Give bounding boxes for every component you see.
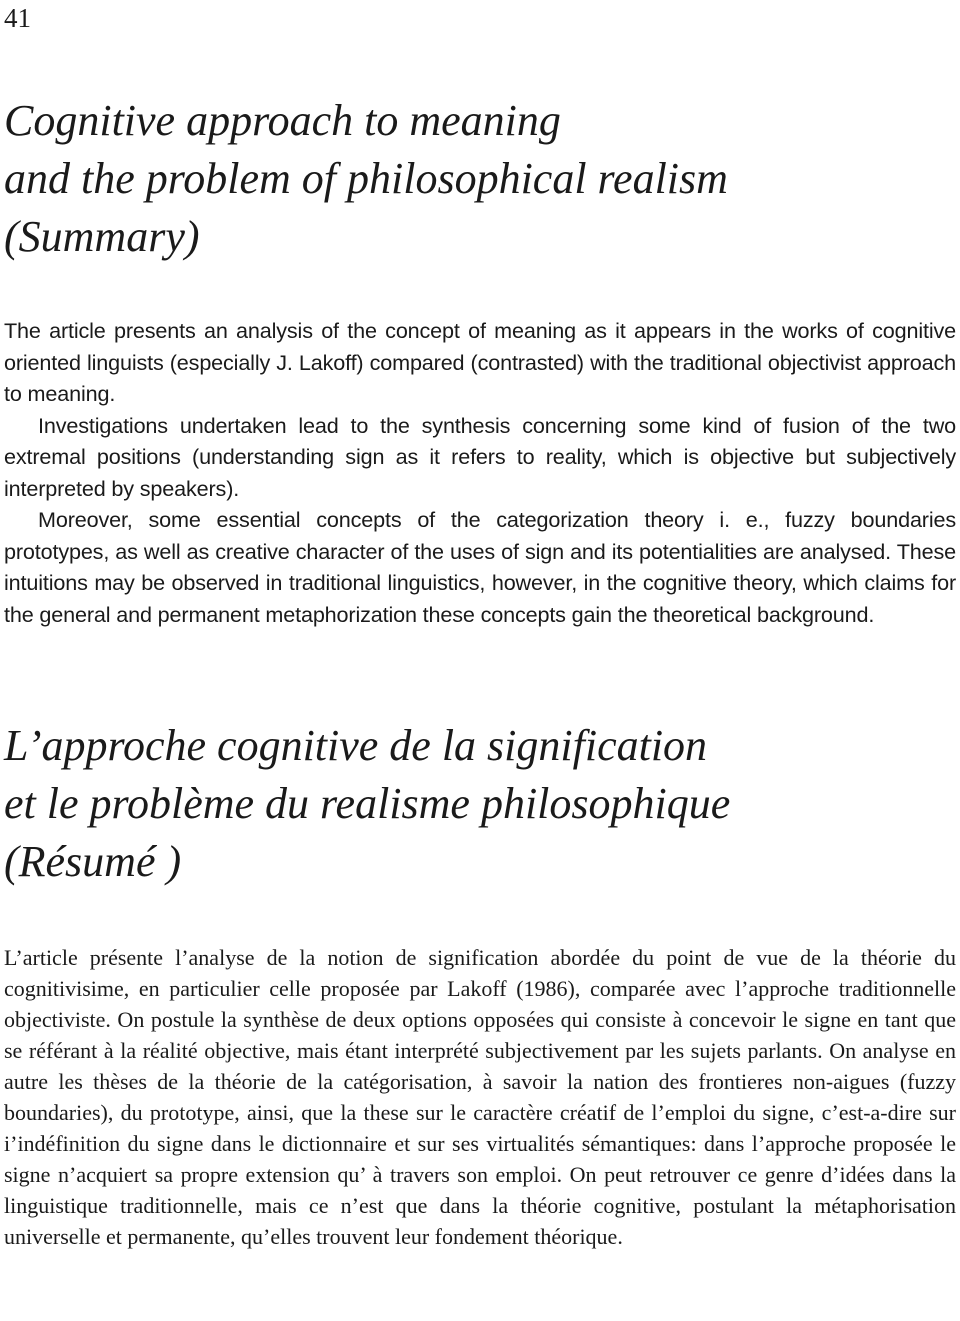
english-summary [4,315,956,630]
english-title [4,92,944,266]
french-summary [4,942,956,1252]
french-title-line: (Résumé ) [4,837,182,886]
french-title [4,717,944,891]
french-title-line: L’approche cognitive de la signification [4,721,708,770]
english-paragraph: Moreover, some essential concepts of the categorization theory i. e., fuzzy boundaries prototypes, as well as creative character of the uses of sign and its potentialities are analysed. These intuitions may be observed in traditional linguistics, however, in the cognitive theory, which claims for the general and permanent metaphorization these concepts gain the theoretical background. [4,507,956,627]
english-paragraph: The article presents an analysis of the concept of meaning as it appears in the works of cognitive oriented linguists (especially J. Lakoff) compared (contrasted) with the traditional objectivist approach to meaning. [4,318,956,406]
english-title-line: Cognitive approach to meaning [4,96,561,145]
english-title-line: and the problem of philosophical realism [4,154,728,203]
french-title-line: et le problème du realisme philosophique [4,779,731,828]
french-paragraph: L’article présente l’analyse de la notion de signification abordée du point de vue de la théorie du cognitivisime, en particulier celle proposée par Lakoff (1986), comparée avec l’approche traditionnelle objectiviste. On postule la synthèse de deux options opposées qui consiste à concevoir le signe en tant que se référant à la réalité objective, mais étant interprété subjectivement par les sujets parlants. On analyse en autre les thèses de la théorie de la catégorisation, à savoir la nation des frontieres non-aigues (fuzzy boundaries), du prototype, ainsi, que la these sur le caractère créatif de l’emploi du signe, c’est-a-dire sur i’indéfinition du signe dans le dictionnaire et sur ses virtualités sémantiques: dans l’approche proposée le signe n’acquiert sa propre extension qu’ à travers son emploi. On peut retrouver ce genre d’idées dans la linguistique traditionnelle, mais ce n’est que dans la théorie cognitive, postulant la métaphorisation universelle et permanente, qu’elles trouvent leur fondement théorique. [4,945,956,1249]
english-title-line: (Summary) [4,212,200,261]
english-paragraph: Investigations undertaken lead to the synthesis concerning some kind of fusion of the two extremal positions (understanding sign as it refers to reality, which is objective but subjectively interpreted by speakers). [4,412,956,501]
page-number: 41 [4,3,31,33]
